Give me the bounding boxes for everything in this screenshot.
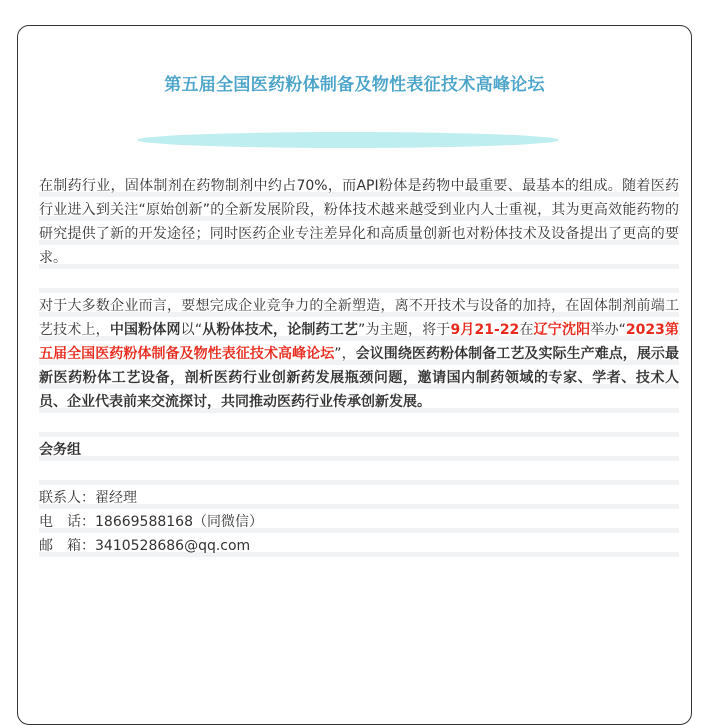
event-summary: 会议围绕医药粉体制备工艺及实际生产难点，展示最新医药粉体工艺设备，剖析医药行业创新药发展瓶颈问题，邀请国内制药领域的专家、学者、技术人员、企业代表前来交流探讨，共同推动医药行业传承创新发展。 [39, 346, 679, 410]
intro-paragraph: 在制药行业，固体制剂在药物制剂中约占70%，而API粉体是药物中最重要、最基本的组成。随着医药行业进入到关注“原始创新”的全新发展阶段，粉体技术越来越受到业内人士重视，其为更高效能药物的研究提供了新的开发途径；同时医药企业专注差异化和高质量创新也对粉体技术及设备提出了更高的要求。 [39, 178, 679, 266]
text-span: ”为主题，将于 [358, 322, 451, 338]
text-span: 以“ [180, 322, 203, 338]
text-span: 在 [519, 322, 534, 338]
text-span: 对于大多数企业而言，要想完成企业竞争力的全新塑造，离不开技术与设备的加持，在固体制剂前端工艺技术上， [39, 298, 679, 338]
decorative-divider [137, 132, 559, 148]
event-city: 辽宁沈阳 [533, 322, 591, 338]
event-name: 2023第五届全国医药粉体制备及物性表征技术高峰论坛 [39, 322, 680, 362]
article-body [39, 174, 679, 558]
article-card [17, 25, 692, 725]
event-paragraph [39, 294, 679, 414]
contact-phone: 电 话：18669588168（同微信） [39, 514, 263, 530]
event-date: 9月21-22 [450, 322, 520, 338]
section-heading: 会务组 [39, 442, 81, 458]
organizer-name: 中国粉体网 [109, 322, 181, 338]
contact-person: 联系人：翟经理 [39, 490, 137, 506]
contact-email: 邮 箱：3410528686@qq.com [39, 538, 251, 554]
text-span: ”， [334, 346, 356, 362]
text-span: 举办“ [590, 322, 626, 338]
theme-text: 从粉体技术，论制药工艺 [202, 322, 359, 338]
page-title: 第五届全国医药粉体制备及物性表征技术高峰论坛 [164, 75, 545, 95]
